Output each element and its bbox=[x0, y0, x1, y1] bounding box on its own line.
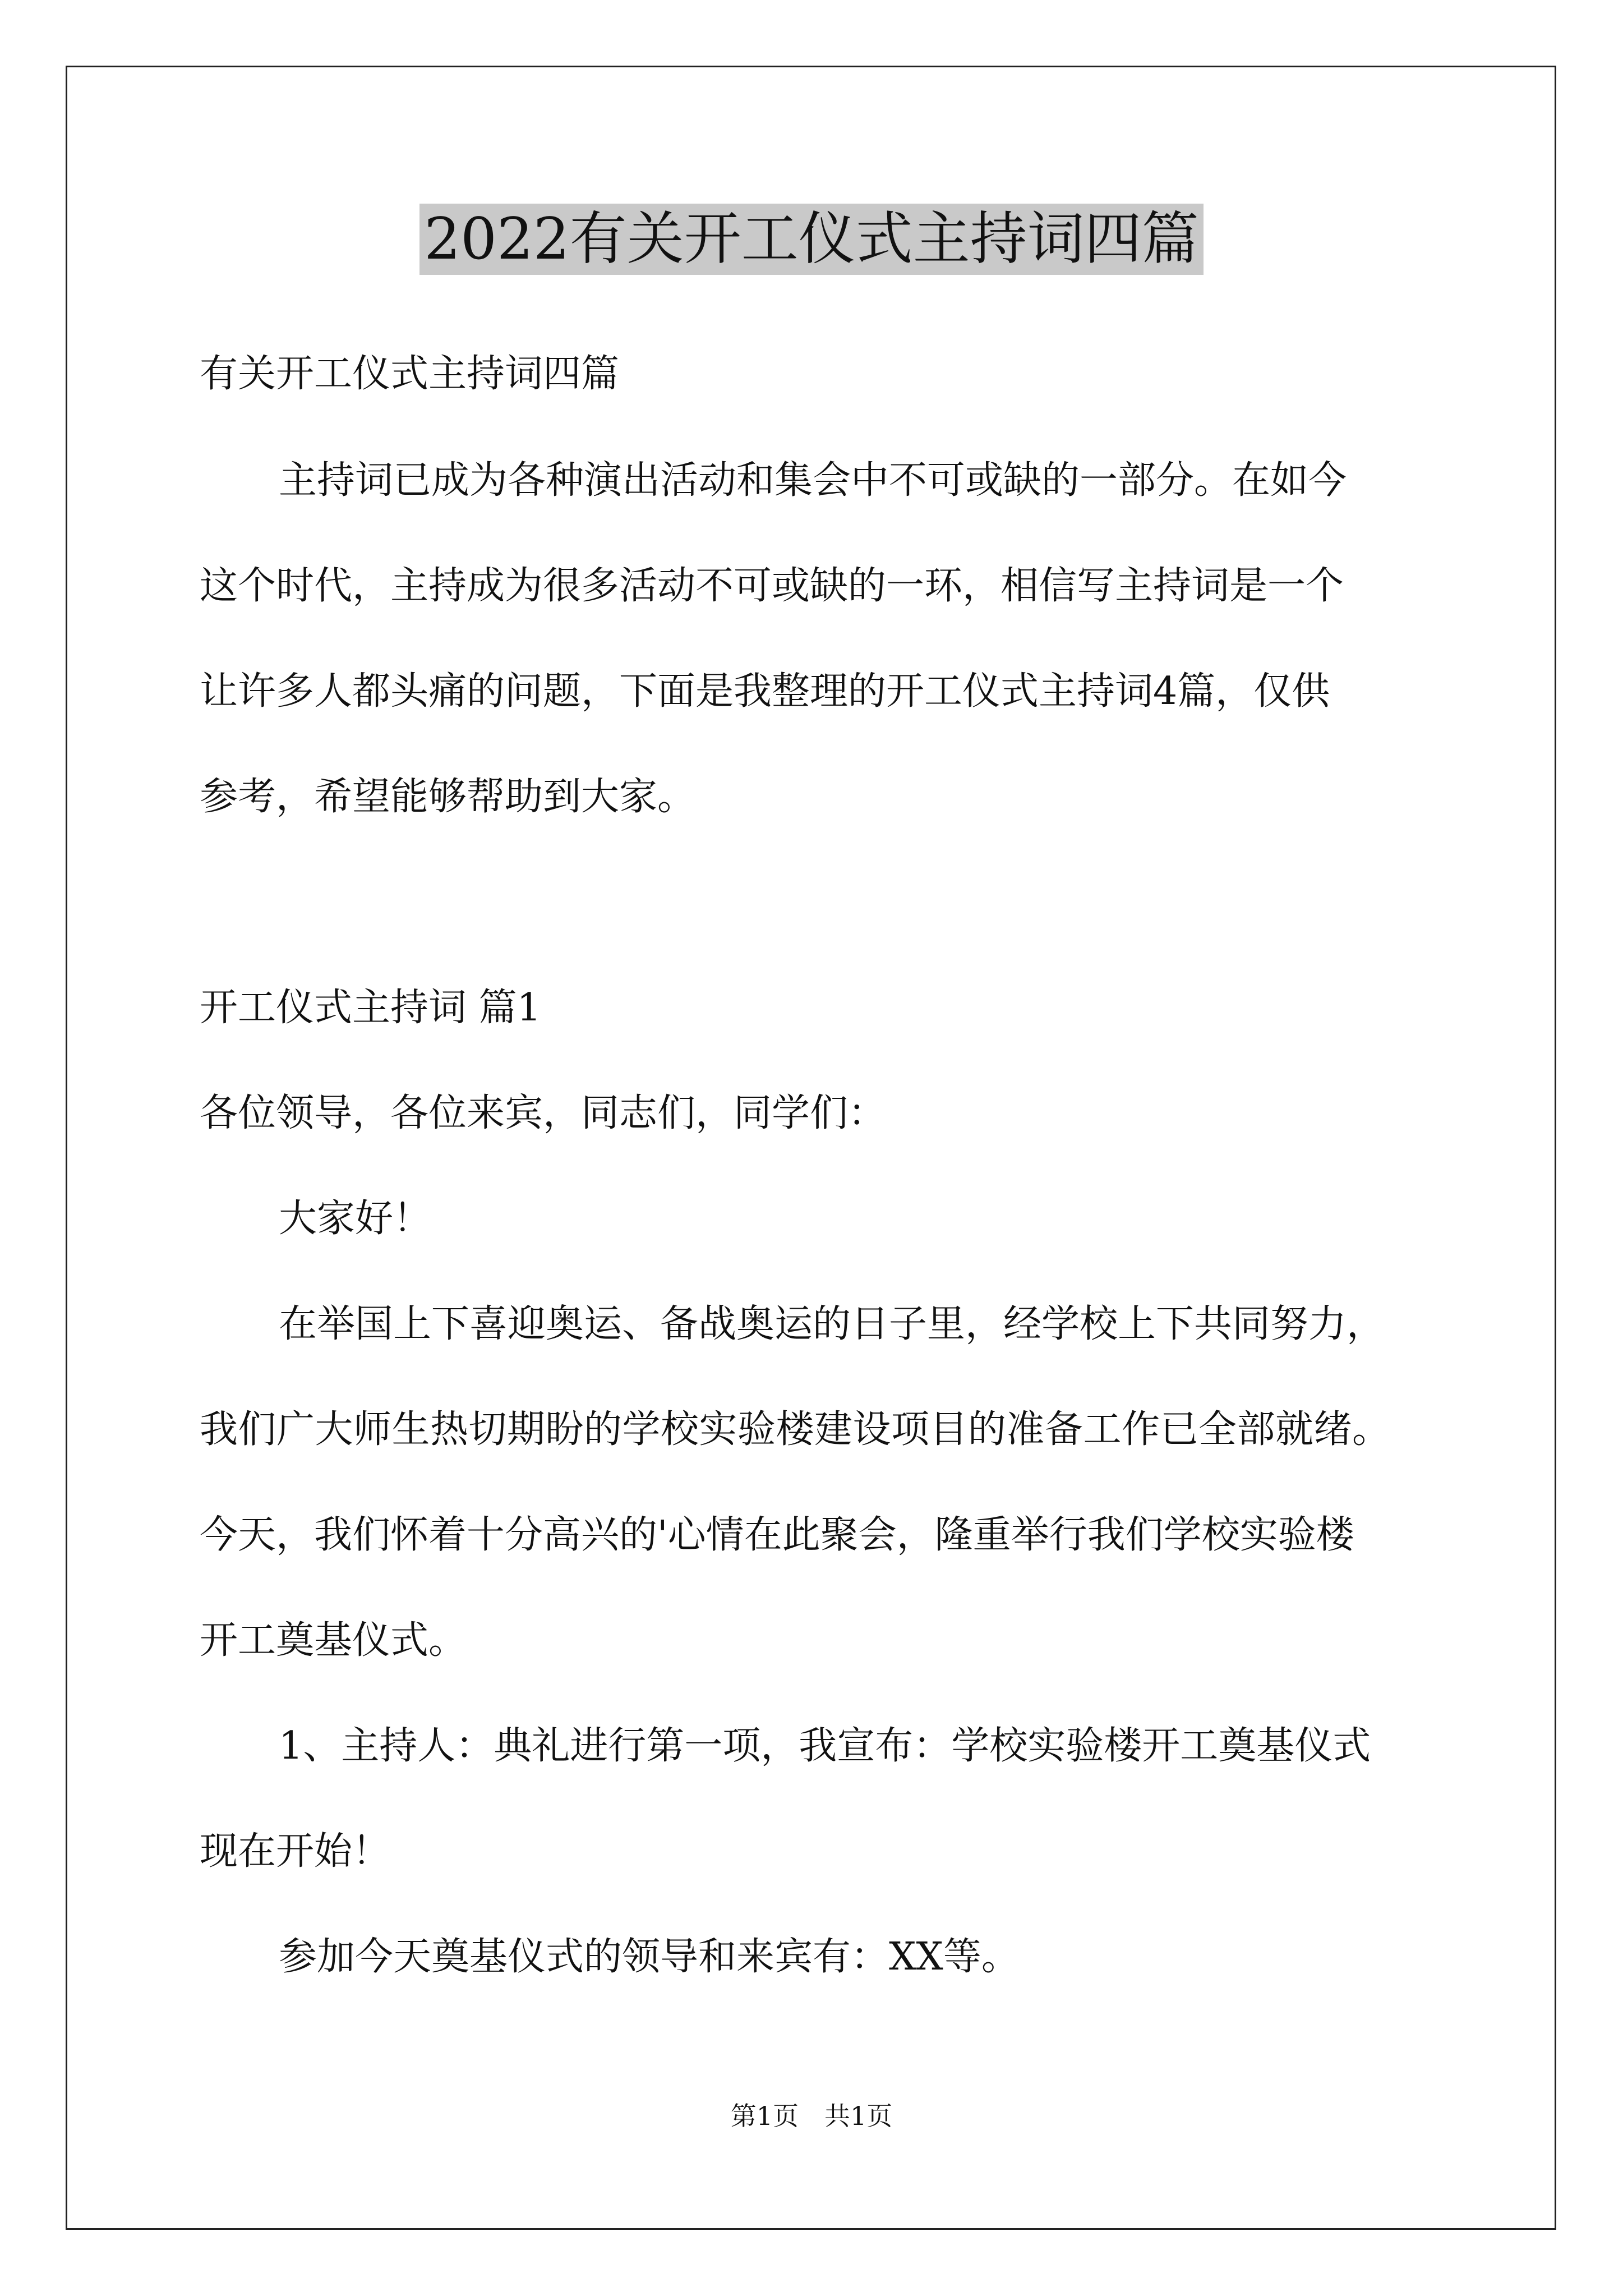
paragraph-line: 开工奠基仪式。 bbox=[200, 1618, 467, 1663]
paragraph-line: 参加今天奠基仪式的领导和来宾有：XX等。 bbox=[279, 1935, 1020, 1979]
paragraph-line: 让许多人都头痛的问题，下面是我整理的开工仪式主持词4篇，仅供 bbox=[200, 669, 1330, 714]
subtitle: 有关开工仪式主持词四篇 bbox=[200, 352, 620, 396]
section-heading: 开工仪式主持词 篇1 bbox=[200, 986, 541, 1030]
paragraph-line: 我们广大师生热切期盼的学校实验楼建设项目的准备工作已全部就绪。 bbox=[200, 1407, 1391, 1452]
paragraph-line: 这个时代，主持成为很多活动不可或缺的一环，相信写主持词是一个 bbox=[200, 564, 1344, 608]
paragraph-line: 各位领导，各位来宾，同志们，同学们： bbox=[200, 1091, 887, 1135]
page-footer: 第1页 共1页 bbox=[730, 2101, 893, 2131]
paragraph-line: 现在开始！ bbox=[200, 1829, 391, 1874]
paragraph-line: 参考，希望能够帮助到大家。 bbox=[200, 775, 696, 819]
paragraph-line: 今天，我们怀着十分高兴的'心情在此聚会，隆重举行我们学校实验楼 bbox=[200, 1513, 1354, 1557]
document-title: 2022有关开工仪式主持词四篇 bbox=[0, 203, 1623, 276]
paragraph-line: 1、主持人：典礼进行第一项，我宣布：学校实验楼开工奠基仪式 bbox=[279, 1724, 1371, 1768]
paragraph-line: 主持词已成为各种演出活动和集会中不可或缺的一部分。在如今 bbox=[279, 458, 1347, 503]
paragraph-line: 在举国上下喜迎奥运、备战奥运的日子里，经学校上下共同努力， bbox=[279, 1302, 1385, 1346]
paragraph-line: 大家好！ bbox=[279, 1197, 432, 1241]
